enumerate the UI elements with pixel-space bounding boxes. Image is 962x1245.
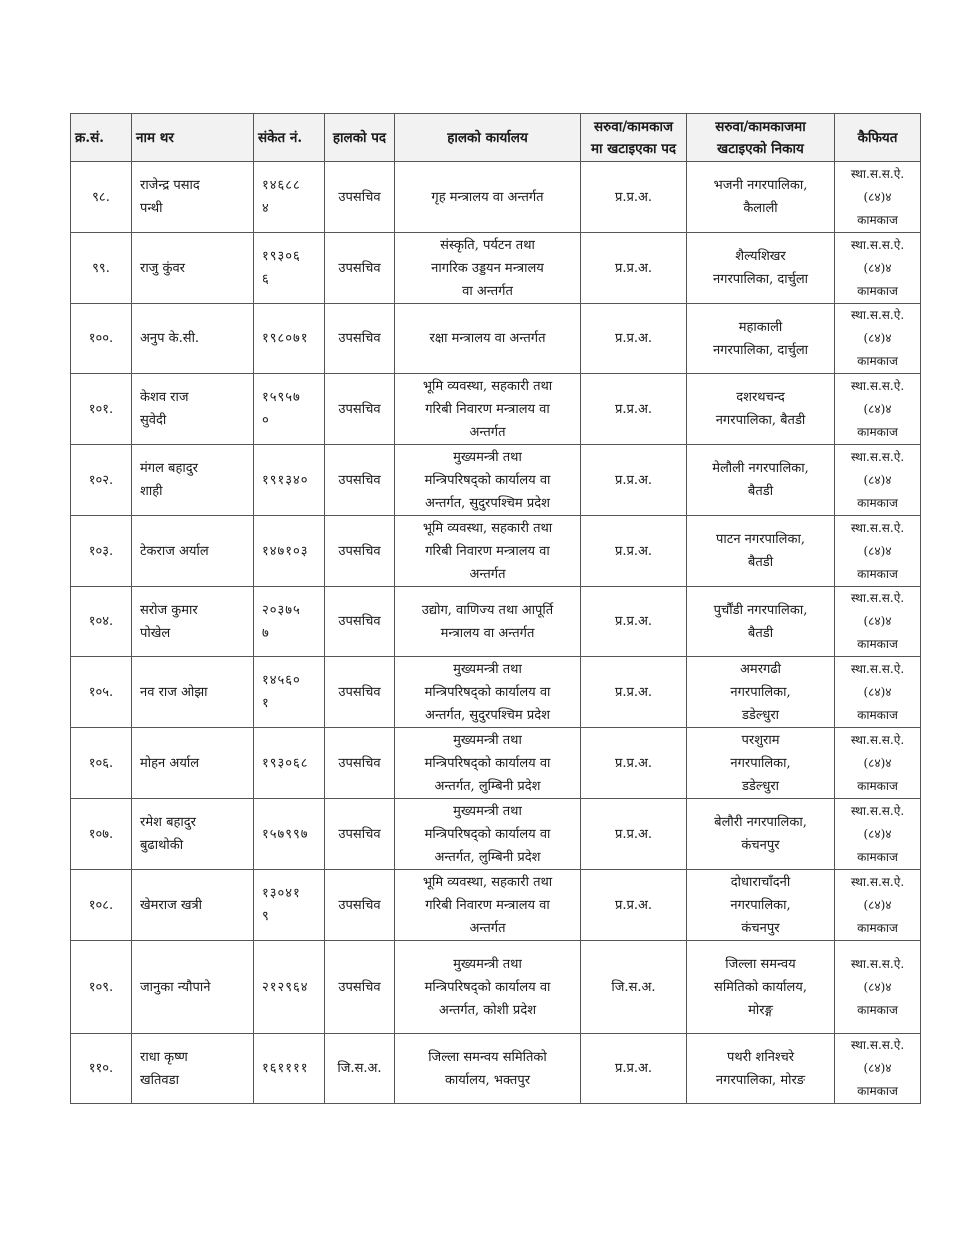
cell-current-office-line: मुख्यमन्त्री तथा [453,661,522,677]
cell-code-number-line: १६११११ [262,1061,309,1076]
cell-name-line: नव राज ओझा [140,684,208,700]
cell-assigned-body [687,445,835,516]
table-row [71,445,921,516]
table-row [71,1034,921,1104]
cell-current-office [395,1034,581,1104]
cell-serial-number: १०४. [71,587,132,657]
cell-assigned-body [687,941,835,1034]
cell-remarks-line: स्था.स.स.ऐ. [850,661,905,676]
cell-remarks-line: (८४)४ [863,401,892,416]
cell-remarks-line: (८४)४ [863,684,892,699]
cell-assigned-body-line: जिल्ला समन्वय [725,956,796,972]
cell-current-post: उपसचिव [325,162,395,233]
cell-assigned-body-line: नगरपालिका, बैतडी [715,413,806,428]
table-row [71,304,921,374]
cell-assigned-body-line: बैतडी [747,555,774,570]
cell-assigned-body-line: दशरथचन्द [736,390,785,405]
cell-remarks-line: स्था.स.स.ऐ. [850,732,905,747]
cell-name [132,374,254,445]
cell-assigned-body-line: पाटन नगरपालिका, [716,532,805,547]
cell-current-office [395,728,581,799]
cell-assigned-body-line: नगरपालिका, दार्चुला [712,342,809,358]
cell-current-office [395,162,581,233]
cell-remarks [835,870,921,941]
cell-code-number-line: १९३०६८ [262,755,309,771]
cell-name-line: रमेश बहादुर [140,815,196,830]
cell-remarks-line: कामकाज [857,354,898,368]
cell-name-line: सुवेदी [140,413,167,428]
cell-code-number [254,304,325,374]
cell-remarks-line: कामकाज [857,920,898,935]
cell-serial-number: १०३. [71,516,132,587]
cell-code-number [254,1034,325,1104]
table-row [71,870,921,941]
cell-current-office [395,870,581,941]
cell-code-number-line: १३०४१ [262,886,301,901]
cell-current-office-line: मन्त्रिपरिषद्को कार्यालय वा [424,684,551,700]
cell-remarks-line: (८४)४ [863,189,892,204]
cell-assigned-body-line: कैलाली [743,201,778,216]
table-row [71,374,921,445]
cell-serial-number: ११०. [71,1034,132,1104]
cell-name [132,445,254,516]
cell-serial-number: १०८. [71,870,132,941]
cell-code-number [254,870,325,941]
cell-assigned-body-line: नगरपालिका, मोरङ [715,1072,806,1088]
cell-assigned-body [687,728,835,799]
cell-name-line: जानुका न्यौपाने [140,979,211,995]
cell-name-line: खतिवडा [140,1072,179,1088]
cell-assigned-post: प्र.प्र.अ. [581,587,687,657]
cell-code-number-line: ७ [262,625,270,641]
cell-assigned-body [687,799,835,870]
cell-assigned-body-line: नगरपालिका, [730,755,791,771]
cell-code-number-line: ६ [262,272,270,287]
cell-code-number-line: २०३७५ [262,602,301,618]
cell-current-office-line: कार्यालय, भक्तपुर [444,1072,531,1088]
cell-remarks-line: स्था.स.स.ऐ. [850,1038,905,1052]
cell-name [132,587,254,657]
cell-current-post: उपसचिव [325,233,395,304]
cell-current-office-line: अन्तर्गत [469,424,506,440]
cell-name-line: पन्थी [140,201,163,216]
cell-current-office-line: मन्त्रिपरिषद्को कार्यालय वा [424,755,551,771]
header-assigned-body-line: सरुवा/कामकाजमा [715,118,806,135]
cell-code-number-line: ० [262,413,270,428]
cell-remarks-line: स्था.स.स.ऐ. [850,956,905,971]
cell-assigned-post: प्र.प्र.अ. [581,233,687,304]
cell-code-number-line: १४७१०३ [262,543,309,559]
cell-code-number-line: १९१३४० [262,472,309,488]
cell-code-number [254,516,325,587]
cell-name [132,162,254,233]
cell-remarks-line: स्था.स.स.ऐ. [850,449,905,464]
cell-remarks-line: कामकाज [857,283,898,298]
cell-remarks-line: स्था.स.स.ऐ. [850,166,905,181]
table-row [71,941,921,1034]
cell-current-office-line: रक्षा मन्त्रालय वा अन्तर्गत [429,331,546,346]
cell-current-post: उपसचिव [325,374,395,445]
cell-remarks-line: कामकाज [857,778,898,793]
cell-current-office-line: मन्त्रिपरिषद्को कार्यालय वा [424,472,551,488]
cell-remarks [835,587,921,657]
cell-remarks [835,304,921,374]
cell-assigned-body-line: मोरङ्ग [748,1002,773,1018]
cell-current-office-line: अन्तर्गत, कोशी प्रदेश [438,1002,537,1018]
cell-current-office-line: मुख्यमन्त्री तथा [453,956,522,972]
table-row [71,516,921,587]
cell-current-post: उपसचिव [325,516,395,587]
cell-code-number-line: १९३०६ [262,249,301,264]
cell-current-office [395,374,581,445]
cell-current-office [395,941,581,1034]
table-row [71,233,921,304]
cell-code-number-line: १४६८८ [262,178,301,193]
cell-current-office [395,233,581,304]
cell-code-number [254,941,325,1034]
cell-current-post: जि.स.अ. [325,1034,395,1104]
cell-remarks-line: कामकाज [857,1002,898,1017]
cell-assigned-body-line: परशुराम [741,732,780,748]
cell-remarks [835,1034,921,1104]
table-header-row [71,114,921,162]
cell-assigned-body [687,587,835,657]
cell-remarks-line: कामकाज [857,707,898,722]
header-sn: क्र.सं. [71,114,132,162]
header-current-office: हालको कार्यालय [395,114,581,162]
cell-code-number-line: १४५६० [262,673,301,688]
cell-assigned-post: प्र.प्र.अ. [581,162,687,233]
cell-remarks-line: (८४)४ [863,260,892,275]
cell-name-line: अनुप के.सी. [140,331,200,346]
cell-name [132,1034,254,1104]
cell-remarks-line: कामकाज [857,212,898,227]
cell-assigned-body-line: भजनी नगरपालिका, [713,178,808,193]
header-assigned-post-line: मा खटाइएका पद [590,140,677,157]
cell-remarks [835,516,921,587]
cell-current-post: उपसचिव [325,657,395,728]
cell-code-number [254,445,325,516]
cell-name-line: शाही [140,484,163,499]
cell-current-post: उपसचिव [325,445,395,516]
cell-assigned-body-line: शैल्यशिखर [735,249,786,264]
cell-current-post: उपसचिव [325,870,395,941]
cell-serial-number: १०५. [71,657,132,728]
cell-code-number-line: २१२९६४ [262,979,309,995]
cell-remarks-line: कामकाज [857,495,898,510]
cell-serial-number: ९९. [71,233,132,304]
cell-code-number [254,799,325,870]
cell-name-line: मोहन अर्याल [140,755,200,771]
cell-name [132,304,254,374]
cell-remarks [835,445,921,516]
cell-current-office [395,799,581,870]
cell-code-number [254,657,325,728]
cell-assigned-body-line: अमरगढी [739,661,782,677]
cell-name-line: टेकराज अर्याल [140,543,209,559]
cell-current-office-line: अन्तर्गत, सुदुरपश्चिम प्रदेश [425,707,550,723]
cell-remarks-line: स्था.स.स.ऐ. [850,874,905,889]
cell-current-office-line: गृह मन्त्रालय वा अन्तर्गत [431,189,544,205]
cell-name-line: खेमराज खत्री [140,897,203,913]
cell-current-post: उपसचिव [325,304,395,374]
cell-remarks-line: स्था.स.स.ऐ. [850,803,905,818]
cell-assigned-body [687,1034,835,1104]
cell-serial-number: १०२. [71,445,132,516]
cell-remarks-line: कामकाज [857,637,898,651]
cell-assigned-post: प्र.प्र.अ. [581,728,687,799]
cell-current-office-line: भूमि व्यवस्था, सहकारी तथा [422,874,553,890]
header-name: नाम थर [132,114,254,162]
cell-name-line: बुढाथोकी [140,838,184,853]
header-assigned-body-line: खटाइएको निकाय [717,140,804,157]
cell-remarks [835,799,921,870]
cell-remarks-line: कामकाज [857,849,898,864]
cell-assigned-post: प्र.प्र.अ. [581,374,687,445]
header-assigned-post [581,114,687,162]
cell-assigned-body-line: डडेल्धुरा [741,707,780,723]
cell-assigned-body-line: डडेल्धुरा [741,778,780,794]
cell-assigned-post: प्र.प्र.अ. [581,445,687,516]
cell-current-office [395,516,581,587]
cell-serial-number: १००. [71,304,132,374]
cell-current-office-line: जिल्ला समन्वय समितिको [428,1049,547,1065]
cell-current-office-line: मन्त्रिपरिषद्को कार्यालय वा [424,826,551,842]
cell-code-number-line: १५९५७ [262,390,301,405]
cell-code-number [254,728,325,799]
cell-assigned-post: जि.स.अ. [581,941,687,1034]
cell-assigned-body-line: बेलौरी नगरपालिका, [714,815,807,830]
cell-serial-number: ९८. [71,162,132,233]
cell-current-office-line: वा अन्तर्गत [462,283,513,299]
cell-remarks-line: (८४)४ [863,979,892,994]
cell-remarks-line: (८४)४ [863,826,892,841]
cell-assigned-post: प्र.प्र.अ. [581,516,687,587]
cell-assigned-body-line: मेलौली नगरपालिका, [712,461,809,476]
cell-code-number [254,587,325,657]
cell-code-number [254,233,325,304]
cell-name-line: राधा कृष्ण [140,1049,188,1065]
cell-remarks-line: (८४)४ [863,614,892,628]
cell-name [132,233,254,304]
cell-remarks [835,941,921,1034]
cell-current-office-line: गरिबी निवारण मन्त्रालय वा [425,543,550,559]
header-current-post: हालको पद [325,114,395,162]
cell-current-office-line: मुख्यमन्त्री तथा [453,732,522,748]
cell-remarks-line: स्था.स.स.ऐ. [850,378,905,393]
cell-remarks [835,374,921,445]
cell-current-post: उपसचिव [325,799,395,870]
cell-current-office-line: संस्कृति, पर्यटन तथा [440,237,535,253]
cell-assigned-body-line: महाकाली [738,319,783,335]
cell-current-office-line: अन्तर्गत, लुम्बिनी प्रदेश [434,849,541,865]
cell-name [132,516,254,587]
transfer-table [70,113,921,1104]
cell-current-office-line: अन्तर्गत, लुम्बिनी प्रदेश [434,778,541,794]
cell-name [132,941,254,1034]
cell-remarks-line: (८४)४ [863,331,892,345]
cell-remarks-line: स्था.स.स.ऐ. [850,520,905,535]
cell-assigned-body [687,304,835,374]
cell-name [132,870,254,941]
cell-assigned-body-line: नगरपालिका, [730,897,791,913]
cell-name-line: मंगल बहादुर [140,461,198,476]
cell-assigned-post: प्र.प्र.अ. [581,799,687,870]
cell-code-number-line: १ [262,696,270,711]
cell-serial-number: १०१. [71,374,132,445]
cell-code-number-line: १९८०७१ [262,331,309,346]
header-code: संकेत नं. [254,114,325,162]
cell-remarks-line: (८४)४ [863,543,892,558]
cell-current-office-line: मुख्यमन्त्री तथा [453,449,522,465]
cell-current-office-line: अन्तर्गत [469,920,506,936]
cell-remarks [835,233,921,304]
cell-name-line: सरोज कुमार [140,602,198,618]
cell-current-office [395,657,581,728]
cell-name [132,799,254,870]
table-row [71,728,921,799]
cell-code-number [254,162,325,233]
cell-assigned-body-line: पथरी शनिश्चरे [726,1049,795,1065]
cell-assigned-body-line: पुर्चौंडी नगरपालिका, [713,602,808,618]
cell-assigned-body-line: नगरपालिका, दार्चुला [712,272,809,287]
cell-current-office-line: भूमि व्यवस्था, सहकारी तथा [422,378,553,394]
document-page [70,113,920,1104]
cell-name [132,728,254,799]
cell-assigned-body-line: कंचनपुर [741,838,780,853]
cell-current-post: उपसचिव [325,728,395,799]
cell-code-number-line: ४ [262,201,270,216]
cell-name [132,657,254,728]
table-row [71,587,921,657]
cell-remarks [835,162,921,233]
cell-current-office-line: मुख्यमन्त्री तथा [453,803,522,819]
cell-current-office-line: नागरिक उड्डयन मन्त्रालय [431,260,544,276]
header-assigned-body [687,114,835,162]
cell-assigned-post: प्र.प्र.अ. [581,304,687,374]
cell-assigned-body [687,374,835,445]
cell-name-line: पोखेल [140,625,171,641]
cell-current-office [395,445,581,516]
cell-serial-number: १०७. [71,799,132,870]
cell-assigned-post: प्र.प्र.अ. [581,657,687,728]
cell-current-office-line: मन्त्रिपरिषद्को कार्यालय वा [424,979,551,995]
cell-assigned-body [687,162,835,233]
cell-current-post: उपसचिव [325,587,395,657]
cell-name-line: राजेन्द्र पसाद [140,178,200,193]
cell-assigned-body [687,516,835,587]
cell-remarks-line: कामकाज [857,1084,898,1098]
cell-code-number [254,374,325,445]
cell-remarks-line: स्था.स.स.ऐ. [850,237,905,252]
cell-current-office-line: गरिबी निवारण मन्त्रालय वा [425,401,550,417]
cell-assigned-body-line: नगरपालिका, [730,684,791,700]
cell-assigned-body-line: समितिको कार्यालय, [714,979,807,995]
table-row [71,657,921,728]
cell-remarks-line: (८४)४ [863,472,892,487]
cell-remarks-line: कामकाज [857,424,898,439]
cell-code-number-line: १५७९९७ [262,826,309,842]
cell-serial-number: १०९. [71,941,132,1034]
cell-assigned-post: प्र.प्र.अ. [581,870,687,941]
cell-assigned-body-line: दोधाराचाँदनी [730,874,791,890]
cell-assigned-body [687,233,835,304]
cell-current-office-line: उद्योग, वाणिज्य तथा आपूर्ति [421,602,554,618]
cell-remarks [835,657,921,728]
cell-current-office [395,304,581,374]
cell-name-line: राजु कुंवर [140,260,185,276]
cell-name-line: केशव राज [140,390,189,405]
cell-assigned-body [687,657,835,728]
table-row [71,162,921,233]
header-assigned-post-line: सरुवा/कामकाज [594,118,673,135]
table-body [71,162,921,1104]
cell-assigned-body [687,870,835,941]
cell-current-office-line: गरिबी निवारण मन्त्रालय वा [425,897,550,913]
cell-current-office-line: अन्तर्गत, सुदुरपश्चिम प्रदेश [425,495,550,511]
cell-remarks [835,728,921,799]
header-remarks: कैफियत [835,114,921,162]
cell-current-office-line: भूमि व्यवस्था, सहकारी तथा [422,520,553,536]
cell-current-office-line: अन्तर्गत [469,566,506,582]
cell-remarks-line: स्था.स.स.ऐ. [850,591,905,605]
cell-remarks-line: (८४)४ [863,755,892,770]
cell-remarks-line: (८४)४ [863,897,892,912]
table-row [71,799,921,870]
cell-current-post: उपसचिव [325,941,395,1034]
cell-assigned-body-line: बैतडी [747,484,774,499]
cell-remarks-line: (८४)४ [863,1061,892,1075]
cell-assigned-post: प्र.प्र.अ. [581,1034,687,1104]
cell-remarks-line: कामकाज [857,566,898,581]
cell-code-number-line: ९ [262,909,270,924]
cell-assigned-body-line: कंचनपुर [741,920,780,936]
cell-remarks-line: स्था.स.स.ऐ. [850,308,905,322]
cell-current-office [395,587,581,657]
cell-current-office-line: मन्त्रालय वा अन्तर्गत [440,625,535,641]
cell-serial-number: १०६. [71,728,132,799]
cell-assigned-body-line: बैतडी [747,625,774,641]
